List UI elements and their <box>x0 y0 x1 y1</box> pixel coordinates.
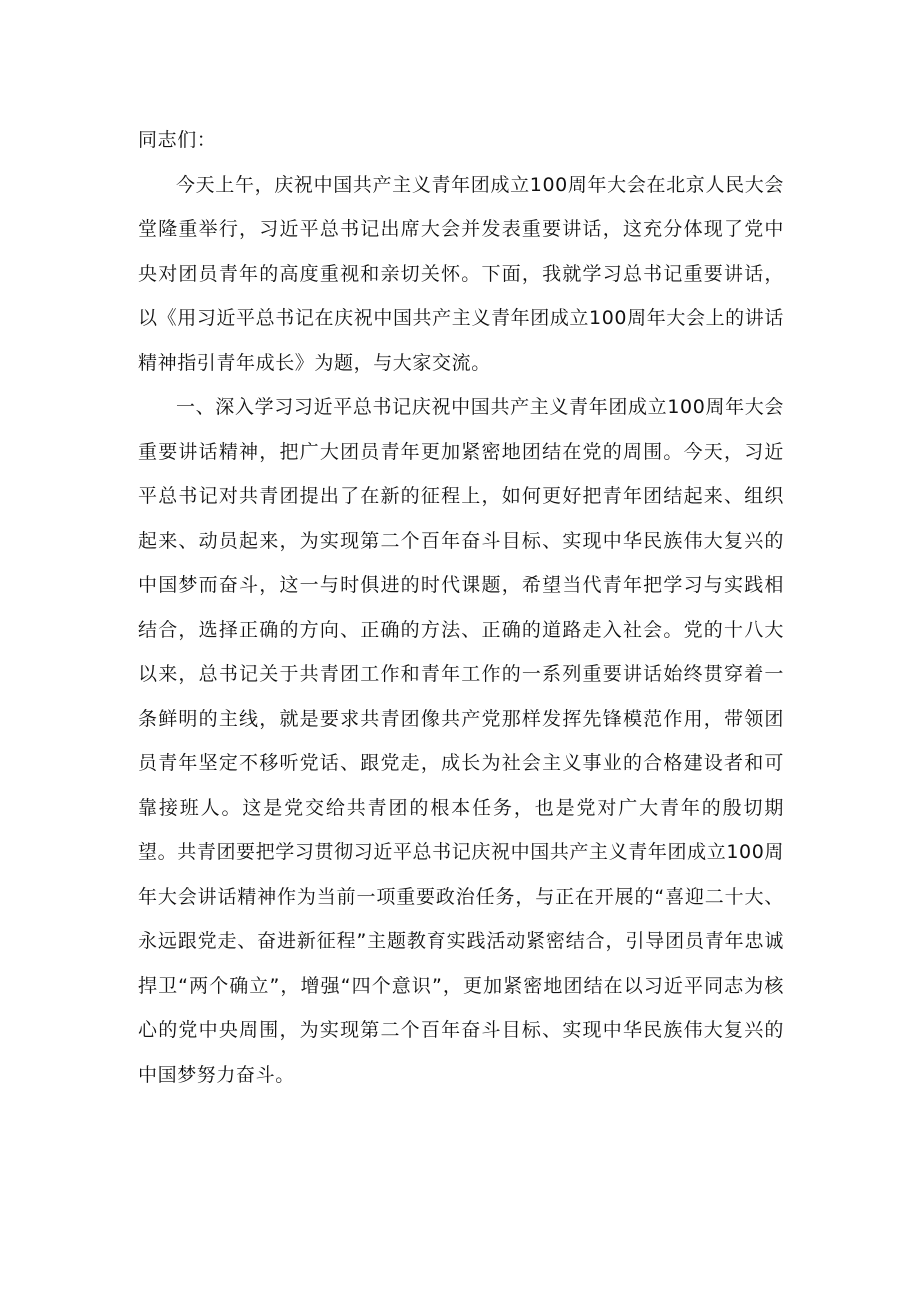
salutation: 同志们： <box>138 129 217 151</box>
document-body <box>138 118 784 1097</box>
paragraph-opening: 今天上午，庆祝中国共产主义青年团成立100周年大会在北京人民大会堂隆重举行，习近平总书记出席大会并发表重要讲话，这充分体现了党中央对团员青年的高度重视和亲切关怀。下面，我就学习总书记重要讲话，以《用习近平总书记在庆祝中国共产主义青年团成立100周年大会上的讲话精神指引青年成长》为题，与大家交流。 <box>138 173 784 374</box>
paragraph-section-one: 一、深入学习习近平总书记庆祝中国共产主义青年团成立100周年大会重要讲话精神，把广大团员青年更加紧密地团结在党的周围。今天，习近平总书记对共青团提出了在新的征程上，如何更好把青年团结起来、组织起来、动员起来，为实现第二个百年奋斗目标、实现中华民族伟大复兴的中国梦而奋斗，这一与时俱进的时代课题，希望当代青年把学习与实践相结合，选择正确的方向、正确的方法、正确的道路走入社会。党的十八大以来，总书记关于共青团工作和青年工作的一系列重要讲话始终贯穿着一条鲜明的主线，就是要求共青团像共产党那样发挥先锋模范作用，带领团员青年坚定不移听党话、跟党走，成长为社会主义事业的合格建设者和可靠接班人。这是党交给共青团的根本任务，也是党对广大青年的殷切期望。共青团要把学习贯彻习近平总书记庆祝中国共产主义青年团成立100周年大会讲话精神作为当前一项重要政治任务，与正在开展的“喜迎二十大、永远跟党走、奋进新征程”主题教育实践活动紧密结合，引导团员青年忠诚捍卫“两个确立”，增强“四个意识”，更加紧密地团结在以习近平同志为核心的党中央周围，为实现第二个百年奋斗目标、实现中华民族伟大复兴的中国梦努力奋斗。 <box>138 396 784 1086</box>
